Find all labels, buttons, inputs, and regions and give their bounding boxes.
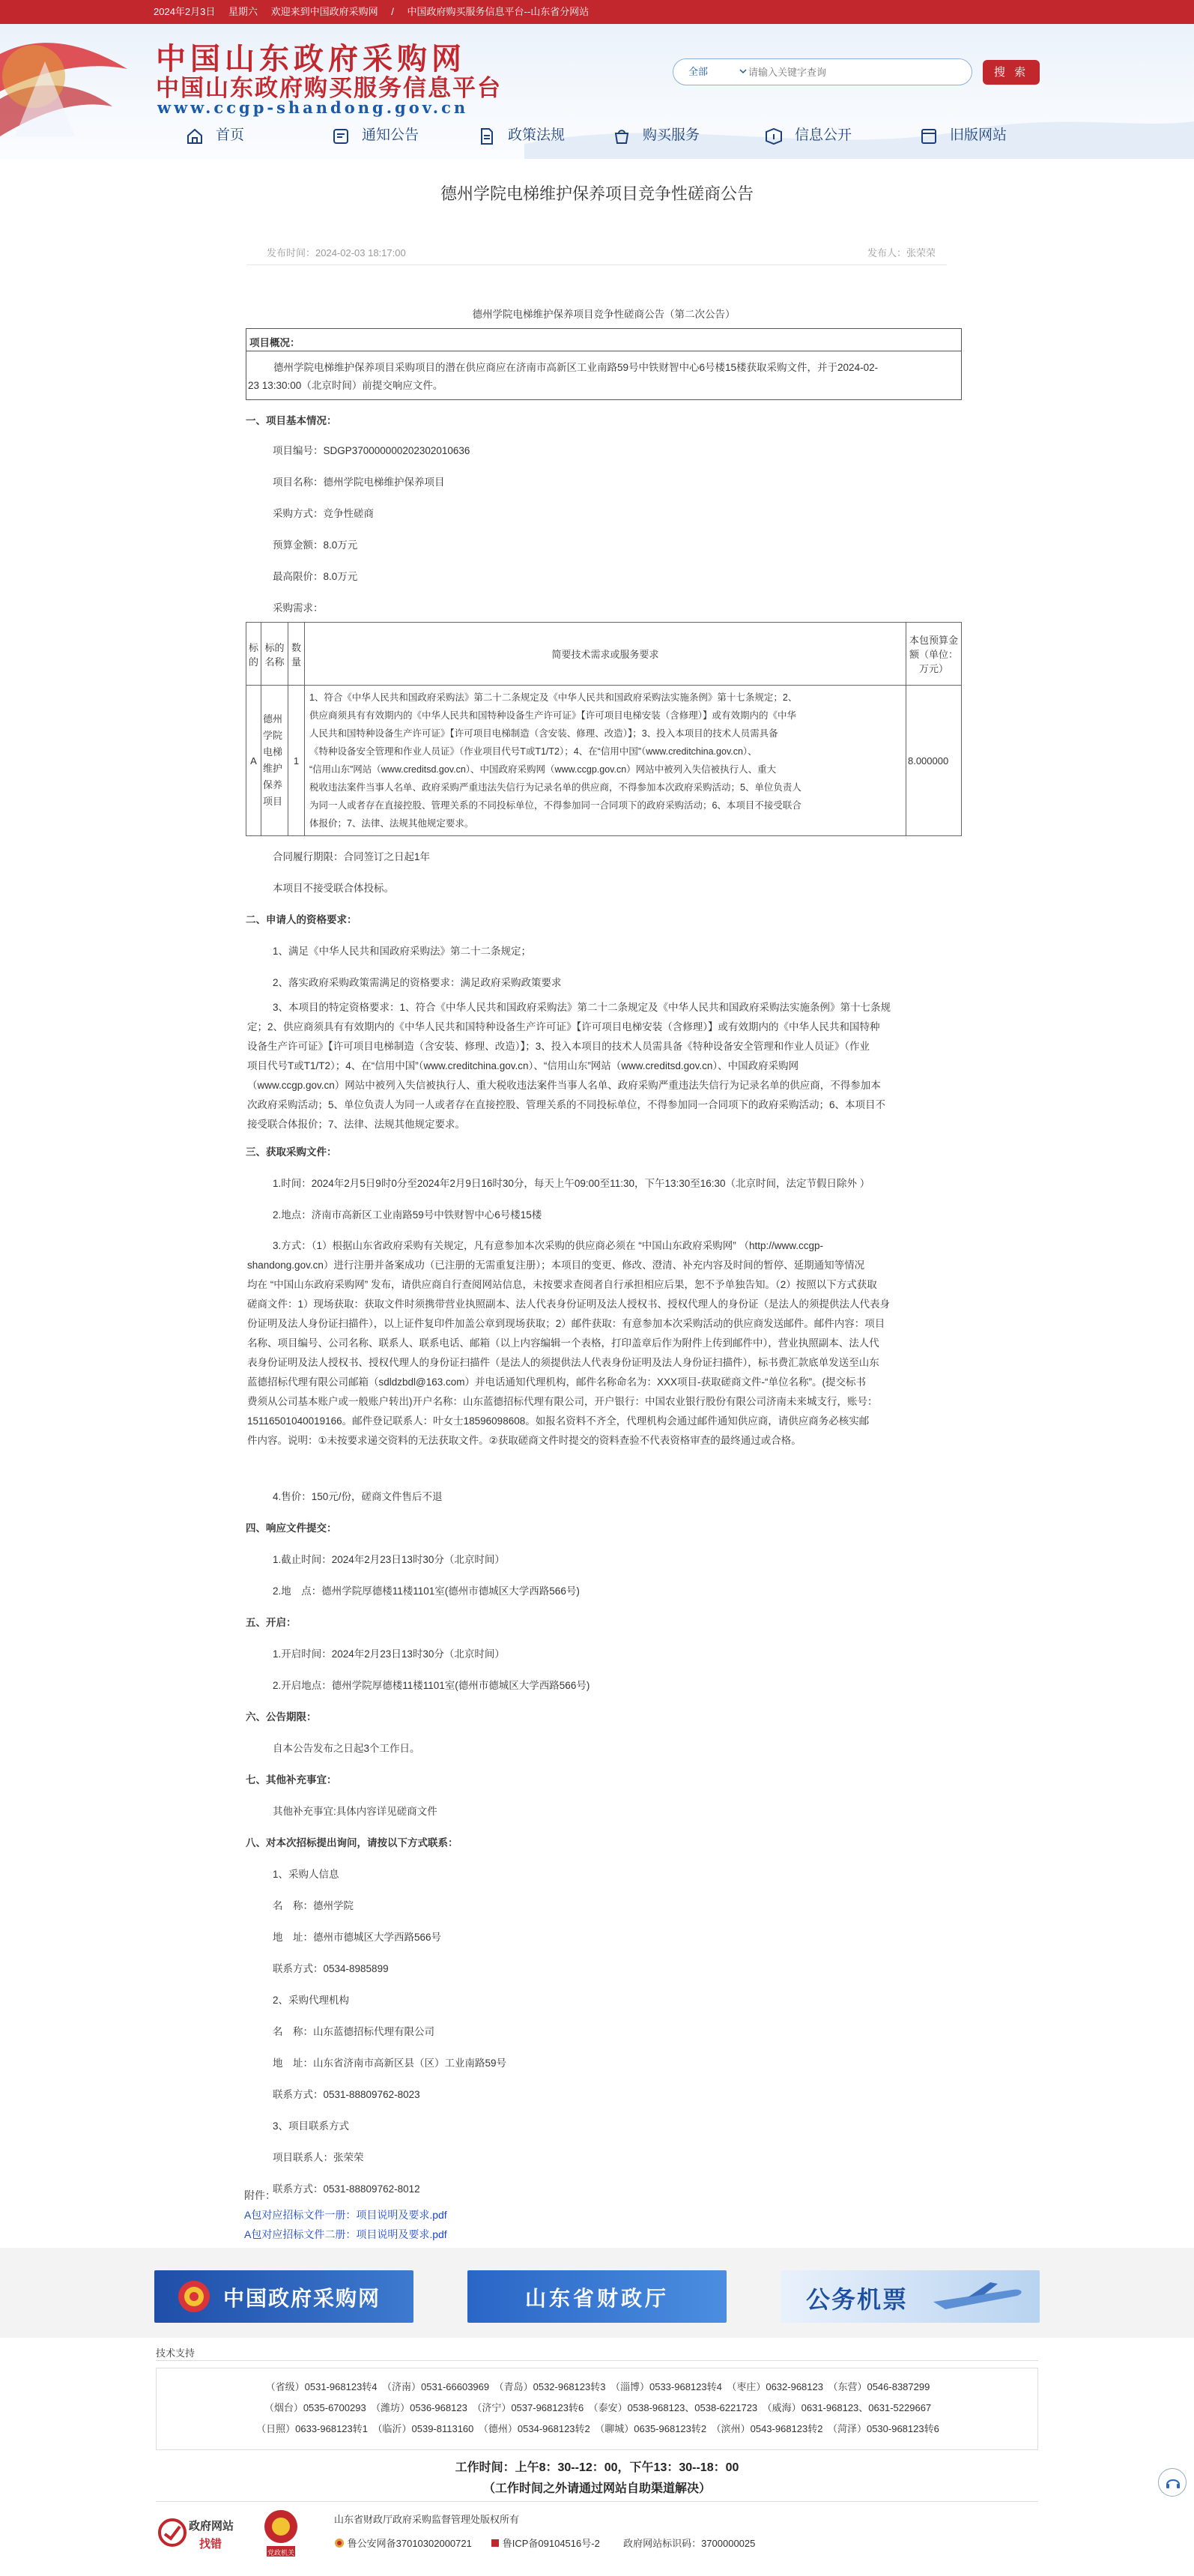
nav-label: 首页 — [216, 127, 245, 143]
requirement-label: 采购需求： — [273, 602, 324, 614]
requirement-line: 为同一人或者存在直接控股、管理关系的不同投标单位，不得参加同一合同项下的政府采购活动；6、本项目不接受联合 — [309, 800, 801, 811]
submission-deadline: 1.截止时间：2024年2月23日13时30分（北京时间） — [273, 1554, 505, 1565]
requirement-line: 供应商须具有有效期内的《中华人民共和国特种设备生产许可证》【许可项目电梯安装（含修理）】或有效期内的《中华 — [309, 710, 796, 721]
national-emblem-icon — [177, 2279, 211, 2314]
topbar-separator: / — [391, 6, 394, 17]
table-cell: 8.000000 — [906, 686, 961, 836]
obtain-time: 1.时间：2024年2月5日9时0分至2024年2月9日16时30分，每天上午09:00至11:30，下午13:30至16:30（北京时间，法定节假日除外 ） — [273, 1178, 870, 1189]
table-header-cell: 本包预算金额（单位：万元） — [906, 623, 961, 686]
section-heading: 八、对本次招标提出询问，请按以下方式联系： — [246, 1837, 458, 1848]
no-consortium: 本项目不接受联合体投标。 — [273, 883, 394, 894]
sd-finance-banner-link[interactable] — [467, 2270, 727, 2323]
gov-site-label-2: 找错 — [199, 2538, 222, 2551]
home-icon — [186, 127, 204, 145]
copyright: 山东省财政厅政府采购监督管理处版权所有 — [334, 2514, 520, 2525]
text-line: 项目代号T或T1/T2）；4、在“信用中国”（www.creditchina.gov.cn）、“信用山东”网站（www.creditsd.gov.cn）、中国政府采购网 — [247, 1060, 799, 1071]
contact-heading: 2、采购代理机构 — [273, 1995, 350, 2006]
contract-term: 合同履行期限：合同签订之日起1年 — [273, 851, 431, 862]
requirement-line: 税收违法案件当事人名单、政府采购严重违法失信行为记录名单的供应商，不得参加本次政府采购活动；5、单位负责人 — [309, 782, 801, 793]
tech-support-row: （日照）0633-968123转1 （临沂）0539-8113160 （德州）0534-968123转2 （聊城）0635-968123转2 （滨州）0543-968123转2 （菏泽）0530-968123转6 — [256, 2423, 939, 2434]
top-bar — [0, 0, 1194, 24]
section-heading: 二、申请人的资格要求： — [246, 914, 357, 925]
project-number: 项目编号：SDGP370000000202302010636 — [273, 445, 470, 456]
text-line: 名称、项目编号、公司名称、联系人、联系电话、邮箱（以上内容编辑一个表格，打印盖章后作为附件上传到邮件中），营业执照副本、法人代 — [247, 1337, 879, 1349]
nav-label: 通知公告 — [362, 127, 419, 143]
section-heading: 七、其他补充事宜： — [246, 1774, 337, 1786]
requirements-table — [246, 622, 962, 836]
attachment-link[interactable]: A包对应招标文件一册：项目说明及要求.pdf — [244, 2209, 447, 2221]
section-heading: 五、开启： — [246, 1617, 297, 1628]
headset-icon — [1164, 2474, 1182, 2492]
tech-support-row: （省级）0531-968123转4 （济南）0531-66603969 （青岛）0532-968123转3 （淄博）0533-968123转4 （枣庄）0632-968123 （东营）0546-8387299 — [265, 2381, 930, 2392]
table-cell: 德州学院电梯维护保养项目 — [261, 686, 288, 836]
section-heading: 一、项目基本情况： — [246, 415, 337, 426]
text-line: （www.ccgp.gov.cn）网站中被列入失信被执行人、重大税收违法案件当事人名单、政府采购严重违法失信行为记录名单的供应商，不得参加本 — [247, 1080, 881, 1091]
section-heading: 六、公告期限： — [246, 1711, 317, 1723]
text-line: shandong.gov.cn）进行注册并备案成功（已注册的无需重复注册）；本项目的变更、修改、澄清、补充内容及时间的暂停、延期通知等情况 — [247, 1260, 865, 1271]
publish-time: 发布时间：2024-02-03 18:17:00 — [267, 247, 406, 258]
purchaser-phone: 联系方式：0534-8985899 — [273, 1963, 389, 1974]
contact-heading: 3、项目联系方式 — [273, 2120, 350, 2132]
text-line: 设备生产许可证》【许可项目电梯制造（含安装、修理、改造）】；3、投入本项目的技术人员需具备《特种设备安全管理和作业人员证》（作业 — [247, 1041, 870, 1052]
table-row — [246, 686, 962, 836]
section-heading: 四、响应文件提交： — [246, 1523, 337, 1534]
table-header-cell: 标的 — [246, 623, 261, 686]
police-record-link[interactable]: 鲁公安网备37010302000721 — [347, 2538, 472, 2549]
overview-box — [246, 328, 962, 400]
requirement-line: 1、符合《中华人民共和国政府采购法》第二十二条规定及《中华人民共和国政府采购法实施条例》第十七条规定；2、 — [309, 692, 798, 703]
contact-heading: 1、采购人信息 — [273, 1869, 339, 1880]
work-hours: 工作时间：上午8：30--12：00，下午13：30--18：00 — [455, 2461, 739, 2474]
banner-label: 山东省财政厅 — [524, 2287, 669, 2310]
requirement-line: “信用山东”网站（www.creditsd.gov.cn）、中国政府采购网（www.ccgp.gov.cn）网站中被列入失信被执行人、重大 — [309, 764, 777, 775]
overview-label: 项目概况： — [249, 337, 300, 348]
site-header — [0, 24, 1194, 159]
text-line: 接受联合体报价；7、法律、法规其他规定要求。 — [247, 1119, 466, 1130]
opening-place: 2.开启地点：德州学院厚德楼11楼1101室(德州市德城区大学西路566号) — [273, 1680, 590, 1691]
text-line: 定；2、供应商须具有有效期内的《中华人民共和国特种设备生产许可证》【许可项目电梯安装（含修理）】或有效期内的《中华人民共和国特种 — [247, 1021, 880, 1032]
main-nav — [186, 118, 1025, 153]
table-header-cell: 数量 — [288, 623, 304, 686]
search-scope-select[interactable]: 全部 — [688, 66, 709, 77]
nav-label: 政策法规 — [508, 127, 566, 143]
submission-place: 2.地 点：德州学院厚德楼11楼1101室(德州市德城区大学西路566号) — [273, 1585, 580, 1597]
text-line: 15116501040019166。邮件登记联系人：叶女士18596098608。如报名资料不齐全，代理机构会通过邮件通知供应商，请供应商务必核实邮 — [247, 1415, 870, 1427]
banner-label: 中国政府采购网 — [223, 2287, 381, 2310]
text-line: 份证明及法人身份证扫描件），以上证件复印件加盖公章到现场获取；2）邮件获取：有意参加本次采购活动的供应商发送邮件。邮件内容：项目 — [247, 1318, 885, 1329]
text-line: 磋商文件：1）现场获取：获取文件时须携带营业执照副本、法人代表身份证明及法人授权书、授权代理人的身份证（是法人的须提供法人代表身 — [247, 1298, 891, 1310]
requirement-line: 《特种设备安全管理和作业人员证》（作业项目代号T或T1/T2）；4、在“信用中国”（www.creditchina.gov.cn）、 — [309, 746, 757, 757]
airplane-icon — [930, 2279, 1028, 2314]
text-line: 3、本项目的特定资格要求：1、符合《中华人民共和国政府采购法》第二十二条规定及《中华人民共和国政府采购法实施条例》第十七条规 — [273, 1002, 891, 1013]
table-cell: A — [246, 686, 261, 836]
table-header-cell: 标的名称 — [261, 623, 288, 686]
table-header-row — [246, 623, 962, 686]
banner-label: 公务机票 — [806, 2286, 909, 2313]
text-line: 表身份证明及法人授权书、授权代理人的身份证扫描件（是法人的须提供法人代表身份证明及法人身份证扫描件），标书费汇款底单发送至山东 — [247, 1357, 879, 1368]
qualification-2: 2、落实政府采购政策需满足的资格要求：满足政府采购政策要求 — [273, 977, 562, 988]
record-info — [334, 2536, 755, 2550]
logo-title-line2: 中国山东政府购买服务信息平台 — [156, 75, 502, 102]
site-logo[interactable] — [156, 35, 560, 117]
search-input[interactable] — [748, 62, 958, 82]
procurement-method: 采购方式：竞争性磋商 — [273, 508, 374, 519]
announcement-icon — [332, 127, 350, 145]
purchase-icon — [613, 127, 631, 145]
old-site-icon — [920, 127, 938, 145]
table-header-cell: 简要技术需求或服务要求 — [304, 623, 906, 686]
table-cell: 1 — [288, 686, 304, 836]
icp-link[interactable]: 鲁ICP备09104516号-2 — [502, 2538, 600, 2549]
subsite-link[interactable]: 中国政府购买服务信息平台--山东省分网站 — [407, 6, 590, 17]
project-phone: 联系方式：0531-88809762-8012 — [273, 2183, 420, 2195]
badge-label: 党政机关 — [267, 2549, 294, 2557]
divider — [247, 264, 947, 265]
current-date: 2024年2月3日 — [154, 6, 216, 17]
tech-support-row: （烟台）0535-6700293 （潍坊）0536-968123 （济宁）0537-968123转6 （泰安）0538-968123、0538-6221723 （威海）0631-968123、0631-5229667 — [264, 2402, 932, 2413]
article-subtitle: 德州学院电梯维护保养项目竞争性磋商公告（第二次公告） — [472, 309, 736, 320]
text-line: 蓝德招标代理有限公司邮箱（sdldzbdl@163.com）并电话通知代理机构，邮件名称命名为：XXX项目-获取磋商文件-“单位名称”。(提交标书 — [247, 1376, 867, 1388]
gov-site-label: 政府网站 — [189, 2520, 234, 2533]
party-gov-badge-link[interactable] — [262, 2509, 300, 2558]
welcome-link[interactable]: 欢迎来到中国政府采购网 — [270, 6, 378, 17]
requirement-line: 人民共和国特种设备生产许可证》【许可项目电梯制造（含安装、修理、改造）】；3、投入本项目的技术人员需具备 — [309, 728, 778, 739]
attachments-label: 附件： — [244, 2189, 276, 2201]
opening-time: 1.开启时间：2024年2月23日13时30分（北京时间） — [273, 1648, 505, 1660]
max-price: 最高限价：8.0万元 — [273, 571, 358, 582]
purchaser-address: 地 址：德州市德城区大学西路566号 — [273, 1932, 442, 1943]
police-emblem-icon — [334, 2538, 345, 2548]
chevron-down-icon[interactable] — [739, 67, 747, 75]
project-contact: 项目联系人：张荣荣 — [273, 2152, 364, 2163]
tech-support-label: 技术支持 — [156, 2347, 196, 2359]
search-button[interactable]: 搜 索 — [983, 60, 1040, 85]
nav-label: 旧版网站 — [950, 127, 1007, 143]
notice-period: 自本公告发布之日起3个工作日。 — [273, 1743, 420, 1754]
gov-site-logo-icon — [157, 2518, 187, 2548]
overview-text-2: 23 13:30:00（北京时间）前提交响应文件。 — [248, 380, 443, 391]
overview-text-1: 德州学院电梯维护保养项目采购项目的潜在供应商应在济南市高新区工业南路59号中铁财智中心6号楼15楼获取采购文件，并于2024-02- — [273, 362, 879, 373]
logo-url: www.ccgp-shandong.gov.cn — [157, 98, 469, 117]
document-price: 4.售价：150元/份，磋商文件售后不退 — [273, 1491, 443, 1502]
footer-banners — [0, 2248, 1194, 2338]
qualification-1: 1、满足《中华人民共和国政府采购法》第二十二条规定； — [273, 946, 532, 957]
attachment-link[interactable]: A包对应招标文件二册：项目说明及要求.pdf — [244, 2228, 447, 2240]
qualification-3 — [273, 998, 891, 1018]
search-box — [673, 58, 972, 85]
icp-icon — [491, 2539, 500, 2548]
divider — [156, 2501, 1038, 2502]
nav-label: 信息公开 — [795, 127, 852, 143]
site-code: 政府网站标识码：3700000025 — [623, 2538, 756, 2549]
agency-phone: 联系方式：0531-88809762-8023 — [273, 2089, 420, 2100]
flight-ticket-banner-link[interactable] — [781, 2270, 1040, 2323]
purchaser-name: 名 称：德州学院 — [273, 1900, 354, 1911]
divider — [156, 2360, 1038, 2361]
gov-site-error-report-link[interactable] — [157, 2512, 243, 2557]
agency-name: 名 称：山东蓝德招标代理有限公司 — [273, 2026, 434, 2037]
agency-address: 地 址：山东省济南市高新区县（区）工业南路59号 — [273, 2058, 507, 2069]
policy-icon — [478, 127, 496, 145]
budget-amount: 预算金额：8.0万元 — [273, 539, 358, 551]
publisher: 发布人：张荣荣 — [867, 247, 936, 258]
obtain-place: 2.地点：济南市高新区工业南路59号中铁财智中心6号楼15楼 — [273, 1209, 542, 1221]
requirement-line: 体报价；7、法律、法规其他规定要求。 — [309, 818, 474, 829]
tech-support-box — [156, 2368, 1038, 2450]
current-weekday: 星期六 — [228, 6, 258, 17]
text-line: 次政府采购活动；5、单位负责人为同一人或者存在直接控股、管理关系的不同投标单位，不得参加同一合同项下的政府采购活动；6、本项目不 — [247, 1099, 886, 1110]
info-icon — [765, 127, 783, 145]
text-line: 3.方式：（1）根据山东省政府采购有关规定，凡有意参加本次采购的供应商必须在 “中国山东政府采购网” （http://www.ccgp- — [273, 1240, 824, 1251]
section-heading: 三、获取采购文件： — [246, 1146, 337, 1158]
floating-accessibility-button[interactable] — [1158, 2468, 1187, 2497]
text-line: 件内容。说明：①未按要求递交资料的无法获取文件。②获取磋商文件时提交的资料查验不代表资格审查的最终通过或合格。 — [247, 1435, 801, 1446]
page-title: 德州学院电梯维护保养项目竞争性磋商公告 — [440, 184, 754, 203]
ccgp-banner-link[interactable] — [154, 2270, 413, 2323]
work-hours-note: （工作时间之外请通过网站自助渠道解决） — [482, 2482, 711, 2495]
text-line: 费须从公司基本账户或一般账户转出)开户名称：山东蓝德招标代理有限公司，开户银行：中国农业银行股份有限公司济南未来城支行，账号： — [247, 1396, 878, 1407]
project-name: 项目名称：德州学院电梯维护保养项目 — [273, 477, 445, 488]
nav-label: 购买服务 — [643, 127, 700, 143]
logo-title-line1: 中国山东政府采购网 — [156, 41, 466, 76]
other-matters: 其他补充事宜:具体内容详见磋商文件 — [273, 1806, 437, 1817]
text-line: 均在 “中国山东政府采购网” 发布，请供应商自行查阅网站信息，未按要求查阅者自行承担相应后果，恕不予单独告知。（2）按照以下方式获取 — [247, 1279, 877, 1290]
